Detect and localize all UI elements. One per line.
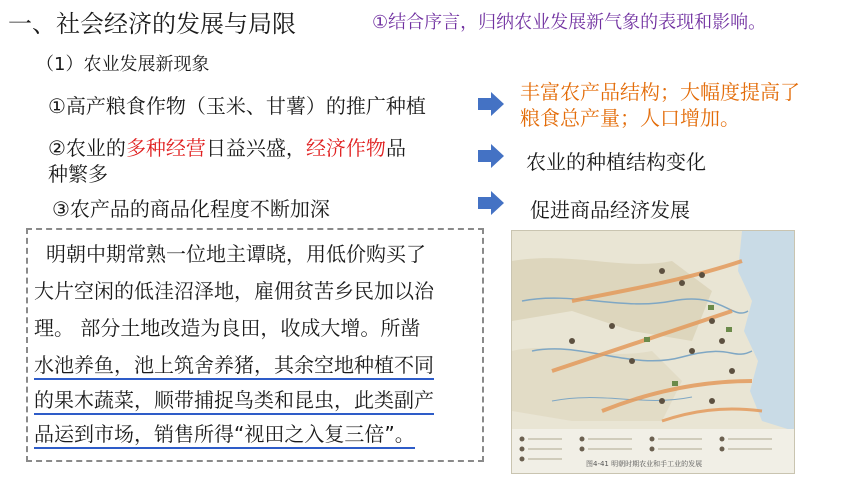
item-2-middle: 日益兴盛， [205,136,306,160]
arrow-right-icon [478,144,504,168]
item-2-highlight-diversified: 多种经营 [125,136,206,160]
task-prompt: ①结合序言，归纳农业发展新气象的表现和影响。 [372,12,767,33]
item-3-result: 促进商品经济发展 [530,198,690,222]
item-1-result-line2: 粮食总产量；人口增加。 [520,106,740,130]
quote-line-2: 大片空闲的低洼沼泽地，雇佣贫苦乡民加以治 [34,279,434,303]
subheading: （1）农业发展新现象 [36,54,210,75]
quote-line-5: 的果木蔬菜，顺带捕捉鸟类和昆虫，此类副产 [34,388,434,415]
item-2-highlight-cash-crops: 经济作物 [305,136,386,160]
quote-line-3: 理。 部分土地改造为良田，收成大增。所凿 [34,316,421,340]
item-2-result: 农业的种植结构变化 [526,150,706,174]
section-title: 一、社会经济的发展与局限 [8,10,296,38]
quote-line-1: 明朝中期常熟一位地主谭晓，用低价购买了 [46,242,426,266]
arrow-right-icon [478,92,504,116]
quote-line-6: 品运到市场，销售所得“视田之入复三倍”。 [34,422,415,449]
map-image [512,231,794,473]
item-3-text: ③农产品的商品化程度不断加深 [52,197,330,221]
item-2-line1 [48,132,406,161]
arrow-right-icon [478,191,504,215]
ming-economy-map [511,230,795,474]
item-1-result-line1: 丰富农产品结构；大幅度提高了 [520,80,800,104]
item-2-line2: 种繁多 [48,162,108,186]
item-1-text: ①高产粮食作物（玉米、甘薯）的推广种植 [48,94,426,118]
quote-line-4: 水池养鱼，池上筑舍养猪，其余空地种植不同 [34,353,434,380]
item-2-prefix: ②农业的 [48,136,126,160]
map-caption: 图4-41 明朝时期农业和手工业的发展 [586,460,703,468]
item-2-suffix: 品 [385,136,406,160]
